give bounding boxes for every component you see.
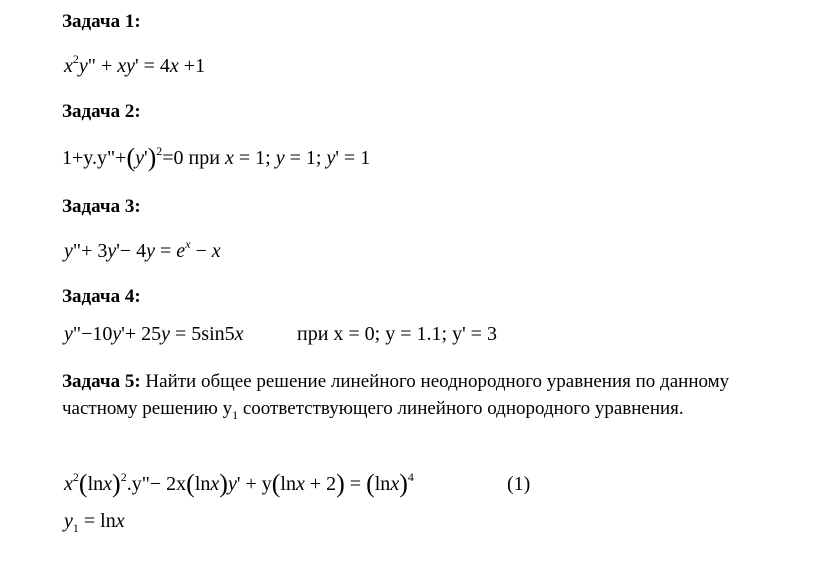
- equation-number: (1): [507, 473, 531, 495]
- task1-heading: Задача 1:: [62, 11, 141, 32]
- task4-condition: при x = 0; y = 1.1; y' = 3: [297, 323, 497, 345]
- task2-heading: Задача 2:: [62, 101, 141, 122]
- task3-equation: y"+ $3y'- 4y = e^x - x$: [64, 237, 221, 262]
- particular-solution: $y_1 = \ln x$: [64, 510, 125, 535]
- task1-equation: $x^2y$" + xy' = 4x +1: [64, 52, 206, 77]
- task4-equation: y"−10y'+ 25y = 5sin5x: [64, 323, 244, 345]
- task5-equation: $x^2(\ln x)^2.y"- 2x(\ln x)y' + y(\ln x + 2) = (\ln x)^4$: [64, 469, 414, 498]
- task5-heading: Задача 5:: [62, 371, 141, 392]
- task5-statement: Задача 5: Найти общее решение линейного неоднородного уравнения по данному частному решению $y_1$ соответствующего линейного однородного уравнения.: [62, 371, 730, 422]
- task2-equation: $1+y.y"+(y')^2=0$ при x = 1; y = 1; y' = 1: [62, 143, 371, 172]
- task3-heading: Задача 3:: [62, 196, 141, 217]
- task4-heading: Задача 4:: [62, 286, 141, 307]
